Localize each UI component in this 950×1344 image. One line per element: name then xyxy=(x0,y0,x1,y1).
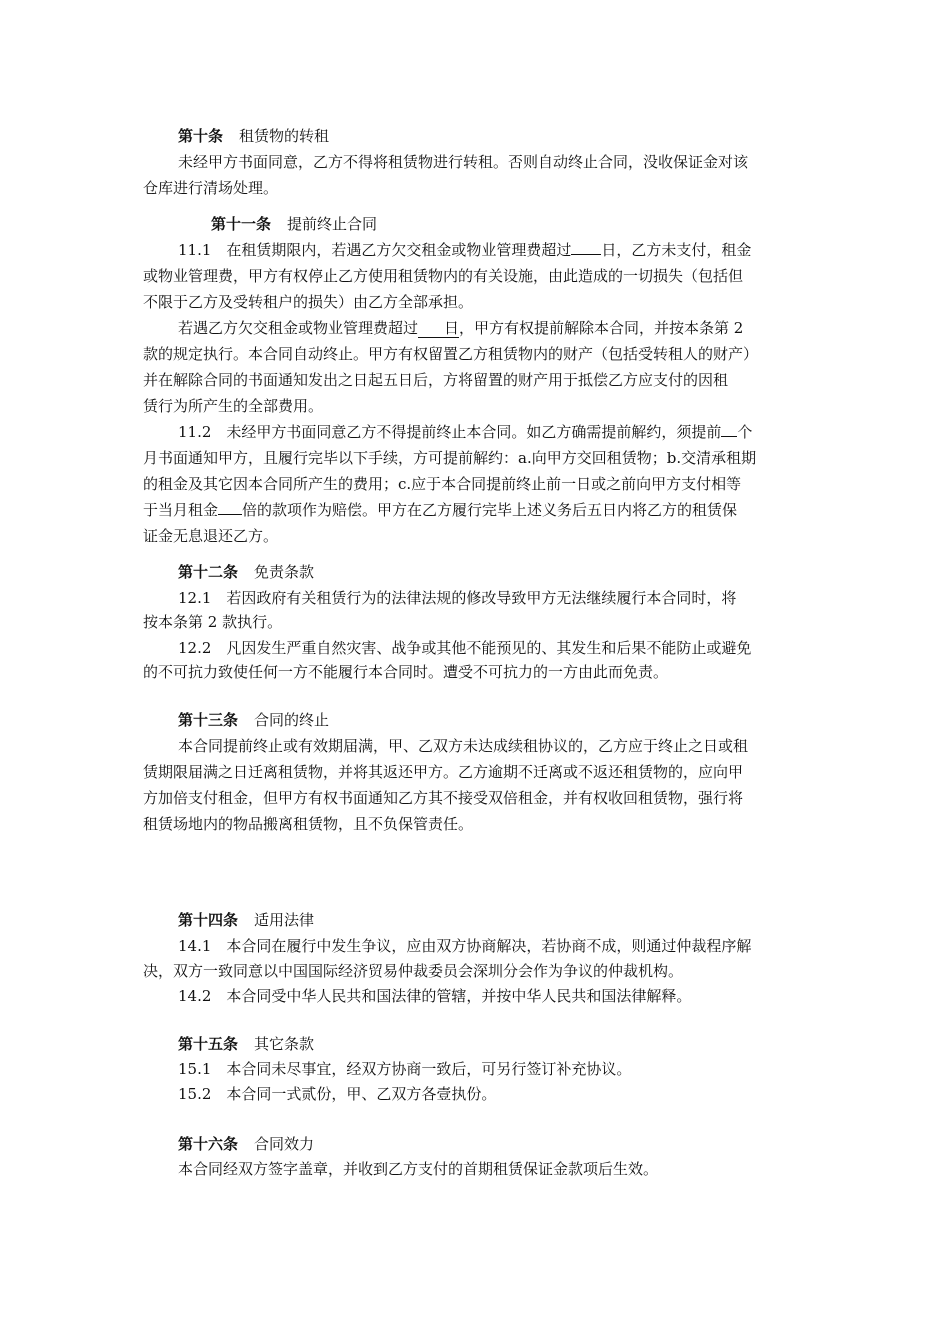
article-number: 第十二条 xyxy=(178,563,239,581)
text-line: 12.1 若因政府有关租赁行为的法律法规的修改导致甲方无法继续履行本合同时，将 xyxy=(178,589,737,607)
article-number: 第十四条 xyxy=(178,911,239,929)
text-line: 15.1 本合同未尽事宜，经双方协商一致后，可另行签订补充协议。 xyxy=(178,1060,632,1078)
text-span: 倍的款项作为赔偿。甲方在乙方履行完毕上述义务后五日内将乙方的租赁保 xyxy=(242,501,738,519)
text-span: 11.2 未经甲方书面同意乙方不得提前终止本合同。如乙方确需提前解约，须提前 xyxy=(178,423,722,441)
text-line: 不限于乙方及受转租户的损失）由乙方全部承担。 xyxy=(143,293,474,311)
text-span: 11.1 在租赁期限内，若遇乙方欠交租金或物业管理费超过 xyxy=(178,241,572,259)
blank-underline xyxy=(721,421,737,437)
text-line xyxy=(178,421,752,443)
text-line: 赁期限届满之日迁离租赁物，并将其返还甲方。乙方逾期不迁离或不返还租赁物的，应向甲 xyxy=(143,763,744,781)
text-line: 按本条第 2 款执行。 xyxy=(143,613,283,631)
article-title: 合同的终止 xyxy=(254,711,330,729)
text-line: 方加倍支付租金，但甲方有权书面通知乙方其不接受双倍租金，并有权收回租赁物，强行将 xyxy=(143,789,744,807)
text-span: 日，乙方未支付，租金 xyxy=(601,241,752,259)
article-number: 第十三条 xyxy=(178,711,239,729)
article-13-heading xyxy=(178,709,329,731)
article-number: 第十六条 xyxy=(178,1135,239,1153)
underlined-text: 日 xyxy=(418,319,459,338)
text-span: 于当月租金 xyxy=(143,501,219,519)
text-line: 14.2 本合同受中华人民共和国法律的管辖，并按中华人民共和国法律解释。 xyxy=(178,987,692,1005)
text-line: 14.1 本合同在履行中发生争议，应由双方协商解决，若协商不成，则通过仲裁程序解 xyxy=(178,937,752,955)
article-title: 免责条款 xyxy=(254,563,315,581)
text-line: 月书面通知甲方，且履行完毕以下手续，方可提前解约：a.向甲方交回租赁物；b.交清承租期 xyxy=(143,449,757,467)
text-span: ，甲方有权提前解除本合同，并按本条第 2 xyxy=(459,319,744,337)
article-15-heading xyxy=(178,1033,314,1055)
text-line: 并在解除合同的书面通知发出之日起五日后，方将留置的财产用于抵偿乙方应支付的因租 xyxy=(143,371,729,389)
article-title: 其它条款 xyxy=(254,1035,315,1053)
article-number: 第十条 xyxy=(178,127,224,145)
text-span: 个 xyxy=(737,423,753,441)
text-line: 决，双方一致同意以中国国际经济贸易仲裁委员会深圳分会作为争议的仲裁机构。 xyxy=(143,962,684,980)
text-line: 租赁场地内的物品搬离租赁物，且不负保管责任。 xyxy=(143,815,474,833)
article-10-heading xyxy=(178,125,329,147)
blank-underline xyxy=(571,239,601,255)
article-16-heading xyxy=(178,1133,314,1155)
article-title: 租赁物的转租 xyxy=(239,127,330,145)
article-number: 第十五条 xyxy=(178,1035,239,1053)
text-line: 的租金及其它因本合同所产生的费用；c.应于本合同提前终止前一日或之前向甲方支付相等 xyxy=(143,475,742,493)
text-line xyxy=(143,499,737,521)
article-title: 合同效力 xyxy=(254,1135,315,1153)
text-line: 仓库进行清场处理。 xyxy=(143,179,279,197)
text-line: 12.2 凡因发生严重自然灾害、战争或其他不能预见的、其发生和后果不能防止或避免 xyxy=(178,639,752,657)
blank-underline xyxy=(218,499,242,515)
text-line: 的不可抗力致使任何一方不能履行本合同时。遭受不可抗力的一方由此而免责。 xyxy=(143,663,669,681)
text-line xyxy=(178,317,743,339)
text-line: 本合同提前终止或有效期届满，甲、乙双方未达成续租协议的，乙方应于终止之日或租 xyxy=(178,737,749,755)
text-line: 款的规定执行。本合同自动终止。甲方有权留置乙方租赁物内的财产（包括受转租人的财产） xyxy=(143,345,759,363)
text-line: 15.2 本合同一式贰份，甲、乙双方各壹执份。 xyxy=(178,1085,497,1103)
article-title: 适用法律 xyxy=(254,911,315,929)
text-line xyxy=(178,239,751,261)
text-line: 本合同经双方签字盖章，并收到乙方支付的首期租赁保证金款项后生效。 xyxy=(178,1160,659,1178)
text-line: 赁行为所产生的全部费用。 xyxy=(143,397,324,415)
text-span: 若遇乙方欠交租金或物业管理费超过 xyxy=(178,319,419,337)
article-title: 提前终止合同 xyxy=(287,215,378,233)
text-line: 或物业管理费，甲方有权停止乙方使用租赁物内的有关设施，由此造成的一切损失（包括但 xyxy=(143,267,744,285)
article-number: 第十一条 xyxy=(211,215,272,233)
text-line: 未经甲方书面同意，乙方不得将租赁物进行转租。否则自动终止合同，没收保证金对该 xyxy=(178,153,749,171)
article-14-heading xyxy=(178,909,314,931)
text-line: 证金无息退还乙方。 xyxy=(143,527,279,545)
article-12-heading xyxy=(178,561,314,583)
article-11-heading xyxy=(211,213,377,235)
